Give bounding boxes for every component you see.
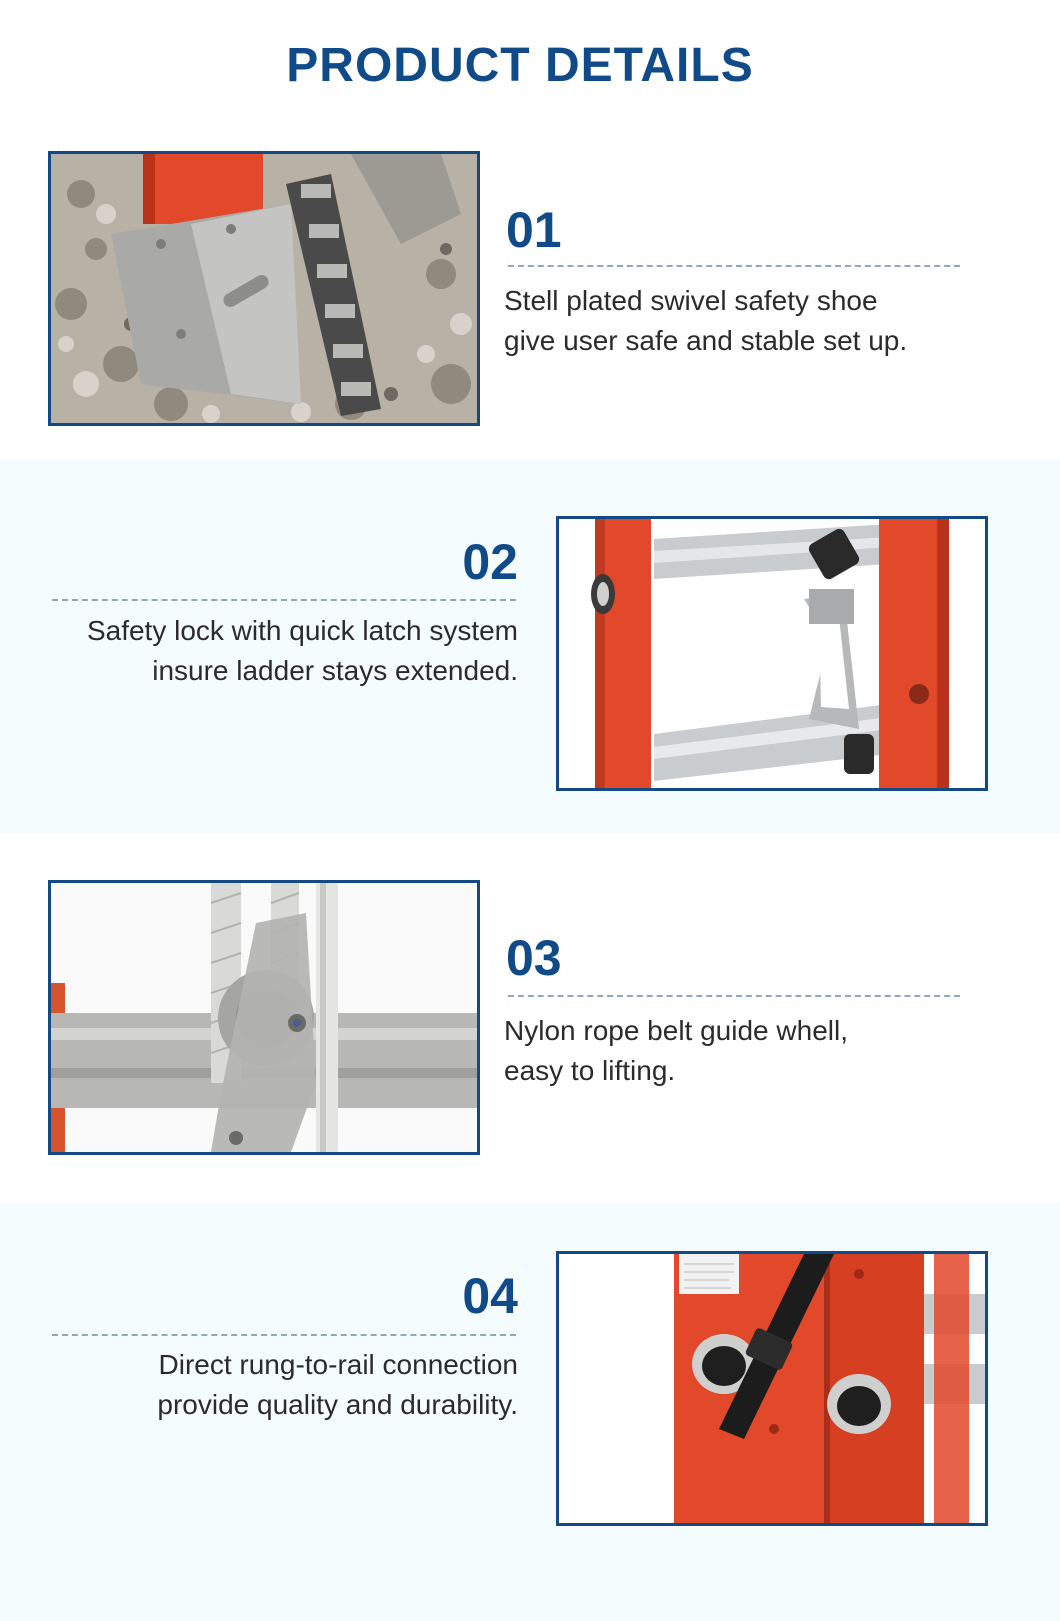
feature-description-line: Nylon rope belt guide whell, bbox=[504, 1015, 848, 1046]
swivel-safety-shoe-photo bbox=[48, 151, 480, 426]
feature-01-section bbox=[0, 130, 1060, 460]
feature-description-line: give user safe and stable set up. bbox=[504, 325, 908, 356]
feature-number: 04 bbox=[462, 1268, 518, 1324]
feature-03-section bbox=[0, 833, 1060, 1203]
feature-description-line: insure ladder stays extended. bbox=[152, 655, 518, 686]
feature-description bbox=[18, 611, 518, 691]
feature-description bbox=[504, 1011, 848, 1091]
feature-number: 02 bbox=[462, 534, 518, 590]
quick-latch-lock-photo bbox=[556, 516, 988, 791]
feature-description bbox=[18, 1345, 518, 1425]
feature-description-line: provide quality and durability. bbox=[157, 1389, 518, 1420]
feature-04-section bbox=[0, 1203, 1060, 1621]
rope-guide-wheel-photo bbox=[48, 880, 480, 1155]
feature-description-line: Safety lock with quick latch system bbox=[86, 615, 518, 646]
feature-description-line: Stell plated swivel safety shoe bbox=[504, 285, 878, 316]
feature-02-section bbox=[0, 460, 1060, 833]
dashed-divider bbox=[52, 1334, 516, 1336]
dashed-divider bbox=[508, 995, 960, 997]
dashed-divider bbox=[52, 599, 516, 601]
page-title: PRODUCT DETAILS bbox=[286, 39, 754, 92]
feature-description-line: Direct rung-to-rail connection bbox=[158, 1349, 518, 1380]
feature-number: 03 bbox=[506, 930, 562, 986]
dashed-divider bbox=[508, 265, 960, 267]
feature-number: 01 bbox=[506, 202, 562, 258]
feature-description-line: easy to lifting. bbox=[504, 1055, 676, 1086]
rung-to-rail-connection-photo bbox=[556, 1251, 988, 1526]
feature-description bbox=[504, 281, 907, 361]
